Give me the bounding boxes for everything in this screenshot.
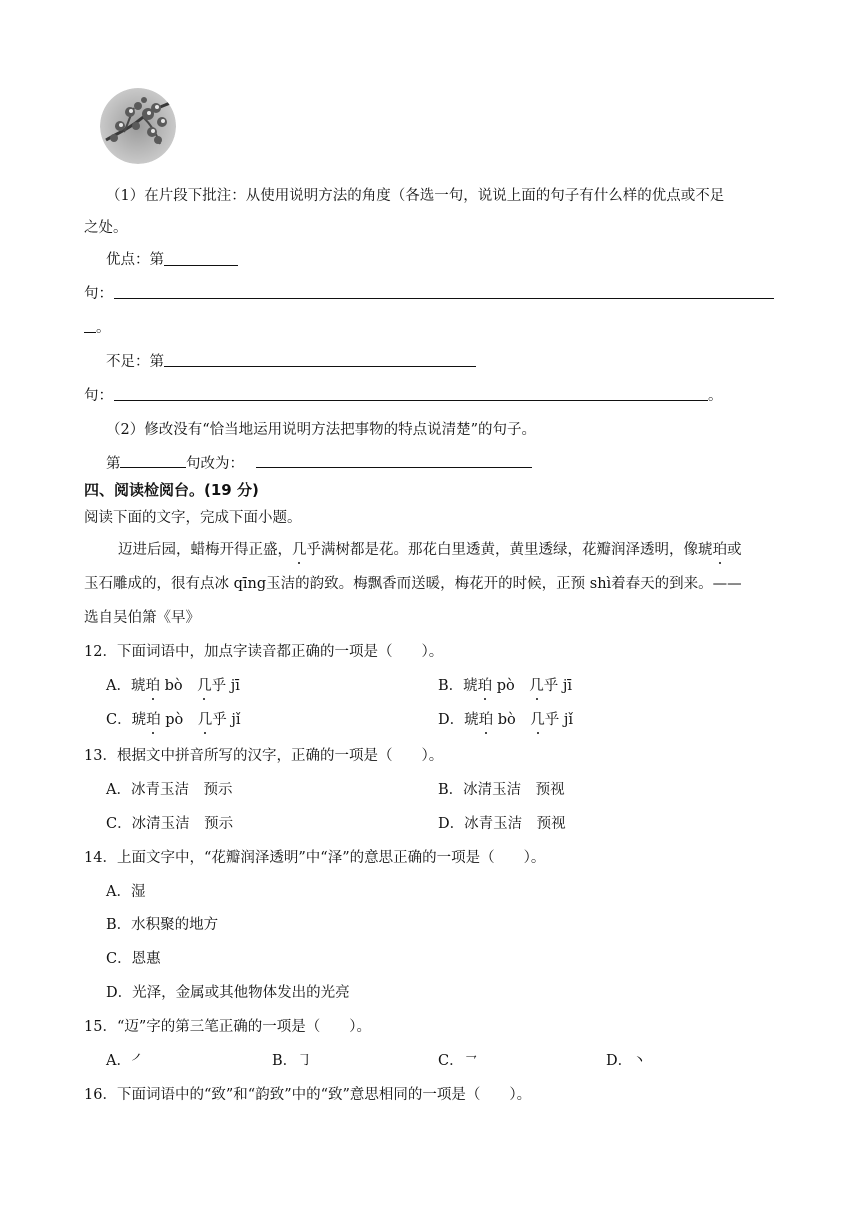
q12-option-c[interactable]: C．琥珀 pò 几乎 jǐ — [106, 708, 240, 729]
q14-option-a[interactable]: A．湿 — [106, 884, 146, 900]
q16-stem: 16．下面词语中的“致”和“韵致”中的“致”意思相同的一项是（ ）。 — [84, 1087, 532, 1103]
q13-option-d[interactable]: D．冰青玉洁 预视 — [438, 816, 566, 832]
q14-option-d[interactable]: D．光泽，金属或其他物体发出的光亮 — [106, 985, 350, 1001]
q2-rewrite-blank[interactable] — [256, 467, 532, 468]
plum-blossom-image — [100, 88, 176, 164]
passage-line1: 迈进后园，蜡梅开得正盛，几乎满树都是花。那花白里透黄，黄里透绿，花瓣润泽透明，像琥珀或 — [118, 538, 742, 559]
q12-stem: 12．下面词语中，加点字读音都正确的一项是（ ）。 — [84, 644, 444, 660]
q13-option-b[interactable]: B．冰清玉洁 预视 — [438, 782, 565, 798]
q1-good-sentence-label: 句： — [84, 286, 113, 302]
q14-option-c[interactable]: C．恩惠 — [106, 951, 161, 967]
q14-stem: 14．上面文字中，“花瓣润泽透明”中“泽”的意思正确的一项是（ ）。 — [84, 850, 546, 866]
q1-instruction-line1: （1）在片段下批注：从使用说明方法的角度（各选一句，说说上面的句子有什么样的优点或不足 — [106, 188, 725, 204]
q1-bad-sentence-label: 句： — [84, 388, 113, 404]
q15-option-d[interactable]: D．丶 — [606, 1053, 647, 1069]
q1-bad-label: 不足：第 — [106, 354, 164, 370]
q14-option-b[interactable]: B．水积聚的地方 — [106, 917, 219, 933]
q1-bad-sentence-blank[interactable] — [114, 400, 708, 401]
q12-option-b[interactable]: B．琥珀 pò 几乎 jī — [438, 674, 572, 695]
passage-line2: 玉石雕成的，很有点冰 qīng玉洁的韵致。梅飘香而送暖，梅花开的时候，正预 shì着春天的到来。—— — [84, 576, 742, 592]
q13-option-a[interactable]: A．冰青玉洁 预示 — [106, 782, 233, 798]
q1-bad-number-blank[interactable] — [164, 366, 476, 367]
section-title: 四、阅读检阅台。(19 分) — [84, 481, 259, 499]
q1-good-number-blank[interactable] — [164, 265, 238, 266]
q15-stem: 15．“迈”字的第三笔正确的一项是（ ）。 — [84, 1019, 372, 1035]
q1-instruction-line2: 之处。 — [84, 220, 128, 236]
q15-option-b[interactable]: B．㇆ — [272, 1053, 312, 1069]
section-instruction: 阅读下面的文字，完成下面小题。 — [84, 510, 302, 526]
passage-source: 选自吴伯箫《早》 — [84, 610, 200, 626]
q12-option-d[interactable]: D．琥珀 bò 几乎 jǐ — [438, 708, 573, 729]
q12-option-a[interactable]: A．琥珀 bò 几乎 jī — [106, 674, 240, 695]
q1-good-label: 优点：第 — [106, 252, 164, 268]
q2-fill-prefix: 第 — [106, 456, 121, 472]
q15-option-c[interactable]: C．㇖ — [438, 1053, 479, 1069]
q2-number-blank[interactable] — [120, 467, 186, 468]
q1-bad-end-mark: 。 — [708, 388, 723, 404]
q1-good-sentence-blank[interactable] — [114, 298, 774, 299]
q1-good-end-mark: 。 — [96, 320, 111, 336]
q13-stem: 13．根据文中拼音所写的汉字，正确的一项是（ ）。 — [84, 748, 444, 764]
q2-fill-label: 句改为： — [186, 456, 244, 472]
q1-good-sentence-blank-cont[interactable] — [84, 332, 96, 333]
q15-option-a[interactable]: A．㇒ — [106, 1053, 146, 1069]
q2-instruction: （2）修改没有“恰当地运用说明方法把事物的特点说清楚”的句子。 — [106, 422, 537, 438]
q13-option-c[interactable]: C．冰清玉洁 预示 — [106, 816, 234, 832]
